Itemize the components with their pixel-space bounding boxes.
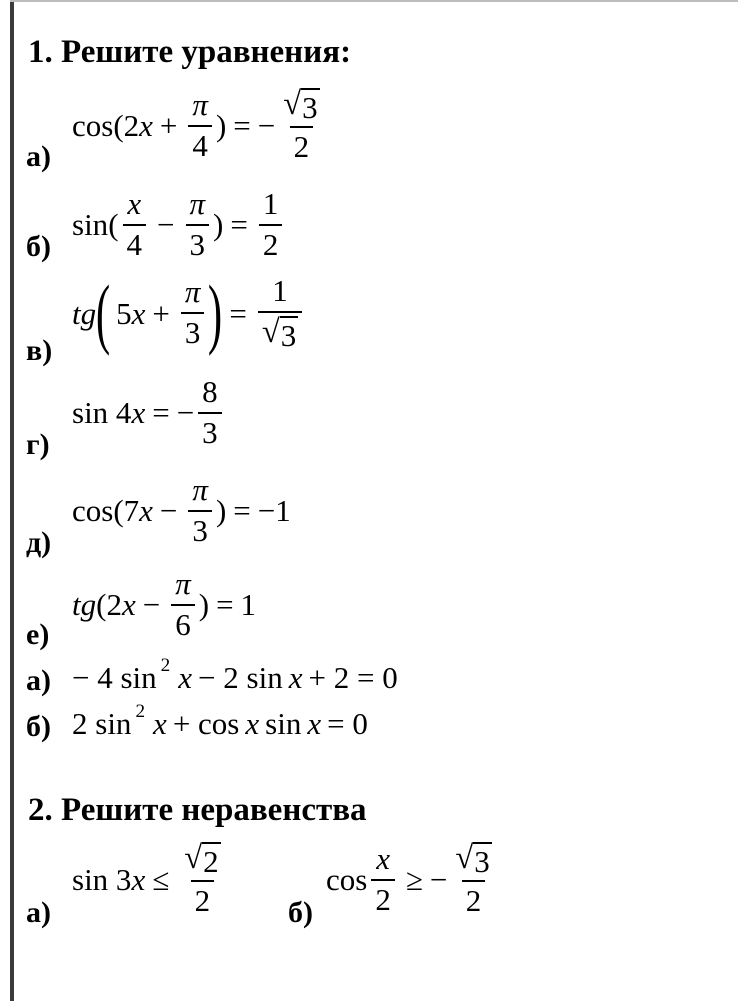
exponent: 2 xyxy=(135,700,146,722)
equation-1b2-label: б) xyxy=(26,710,51,743)
op-equals: = xyxy=(229,295,247,331)
numerator: π xyxy=(189,186,206,221)
sqrt xyxy=(455,842,491,877)
denominator: 2 xyxy=(259,224,283,262)
section-2-title: 2. Решите неравенства xyxy=(28,792,367,828)
func-cos: cos xyxy=(72,108,114,144)
term: (7 xyxy=(113,493,140,529)
radical-sign: √ xyxy=(283,86,302,122)
fraction-1-over-sqrt3 xyxy=(258,275,302,351)
value: −1 xyxy=(257,493,291,529)
op-equals: = xyxy=(152,395,170,431)
op-minus: − xyxy=(157,207,175,243)
paren-close: ) xyxy=(215,493,227,529)
fraction-x-over-4 xyxy=(123,188,147,261)
section-1-title: 1. Решите уравнения: xyxy=(28,34,352,70)
numerator: 1 xyxy=(262,186,279,221)
func-cos: cos xyxy=(72,493,114,529)
numerator xyxy=(180,842,224,880)
sqrt xyxy=(261,313,298,353)
fraction-sqrt3-over-2 xyxy=(451,842,495,918)
var-x: x xyxy=(131,862,146,898)
numerator: π xyxy=(175,566,191,601)
numerator: π xyxy=(192,87,208,123)
term: = 0 xyxy=(327,706,368,741)
term: (2 xyxy=(96,587,122,623)
op-equals: = xyxy=(233,493,251,529)
equation-1a-label: а) xyxy=(26,140,51,173)
denominator: 4 xyxy=(123,224,147,262)
func-sin: sin 4 xyxy=(72,395,132,431)
denominator: 3 xyxy=(181,312,205,350)
term: − 2 sin xyxy=(198,660,283,695)
sqrt xyxy=(283,88,319,123)
numerator: 8 xyxy=(202,374,218,409)
var-x: x xyxy=(307,706,322,741)
denominator: 4 xyxy=(188,125,212,163)
numerator xyxy=(451,842,495,880)
radical-sign: √ xyxy=(455,840,474,876)
inequality-2a-label: а) xyxy=(26,896,51,929)
denominator: 3 xyxy=(186,224,210,262)
radicand: 3 xyxy=(302,90,318,125)
op-plus: + xyxy=(159,108,178,144)
paren-open: ( xyxy=(108,207,119,243)
op-plus: + xyxy=(152,295,170,331)
op-le: ≤ xyxy=(152,862,170,898)
fraction-pi-over-3 xyxy=(186,188,210,261)
denominator xyxy=(258,311,302,351)
func-tg: tg xyxy=(72,295,97,331)
equation-1e xyxy=(72,568,256,641)
inequality-2b xyxy=(326,842,500,918)
denominator: 2 xyxy=(371,879,395,917)
fraction-pi-over-4 xyxy=(188,89,212,162)
fraction-sqrt2-over-2 xyxy=(180,842,224,918)
paren-close: ) xyxy=(208,269,223,356)
term: 2 sin xyxy=(72,706,132,741)
exponent: 2 xyxy=(160,654,171,676)
denominator: 3 xyxy=(188,510,212,548)
denominator: 6 xyxy=(171,604,195,642)
op-minus: − xyxy=(429,862,448,898)
op-minus: − xyxy=(176,395,195,431)
radical-sign: √ xyxy=(261,313,280,350)
op-equals: = xyxy=(233,108,251,144)
func-tg: tg xyxy=(72,587,97,623)
var-x: x xyxy=(245,706,260,741)
value: 1 xyxy=(240,587,257,623)
fraction-1-over-2 xyxy=(259,188,283,261)
paren-open: ( xyxy=(95,269,111,356)
numerator xyxy=(279,88,323,126)
equation-1b2 xyxy=(72,700,368,741)
inequality-2b-label: б) xyxy=(288,896,313,929)
term: + cos xyxy=(172,706,240,741)
term: + 2 = 0 xyxy=(308,660,398,695)
var-x: x xyxy=(139,108,153,144)
denominator: 2 xyxy=(191,880,215,918)
equation-1a2 xyxy=(72,654,398,695)
radical-sign: √ xyxy=(184,840,203,876)
numerator: 1 xyxy=(272,273,288,309)
equation-1a xyxy=(72,88,328,164)
var-x: x xyxy=(178,660,193,695)
sqrt xyxy=(184,842,220,877)
top-border xyxy=(10,0,738,2)
equation-1b-label: б) xyxy=(26,230,51,263)
left-border xyxy=(10,0,14,1001)
equation-1a2-label: а) xyxy=(26,664,51,697)
op-ge: ≥ xyxy=(405,862,423,898)
paren-close: ) xyxy=(213,207,224,243)
denominator: 2 xyxy=(290,126,314,164)
denominator: 2 xyxy=(462,880,486,918)
paren-close: ) xyxy=(215,108,227,144)
denominator: 3 xyxy=(198,412,222,450)
fraction-8-over-3 xyxy=(198,376,222,449)
paren-close: ) xyxy=(198,587,210,623)
op-minus: − xyxy=(257,108,276,144)
var-x: x xyxy=(121,587,136,623)
fraction-sqrt3-over-2 xyxy=(279,88,323,164)
func-sin: sin xyxy=(265,706,302,741)
equation-1d-label: д) xyxy=(26,526,52,559)
radicand: 3 xyxy=(474,844,490,879)
radicand: 2 xyxy=(203,844,219,879)
op-minus: − xyxy=(142,587,161,623)
var-x: x xyxy=(131,295,146,331)
fraction-x-over-2 xyxy=(371,843,395,916)
func-sin: sin 3 xyxy=(72,862,132,898)
fraction-pi-over-3 xyxy=(188,474,212,547)
fraction-pi-over-6 xyxy=(171,568,195,641)
equation-1b xyxy=(72,188,286,261)
equation-1g xyxy=(72,376,226,449)
equation-1d xyxy=(72,474,291,547)
var-x: x xyxy=(153,706,167,741)
term: (2 xyxy=(113,108,140,144)
op-equals: = xyxy=(216,587,234,623)
numerator: π xyxy=(184,274,201,310)
equation-1e-label: е) xyxy=(26,618,50,651)
func-sin: sin xyxy=(72,207,109,243)
op-equals: = xyxy=(230,207,248,243)
var-x: x xyxy=(139,493,153,529)
equation-1g-label: г) xyxy=(26,428,50,461)
fraction-pi-over-3 xyxy=(181,276,205,349)
equation-1v xyxy=(72,269,306,356)
radicand: 3 xyxy=(280,317,297,353)
equation-1v-label: в) xyxy=(26,334,53,367)
numerator: x xyxy=(376,841,390,877)
inequality-2a xyxy=(72,842,229,918)
op-minus: − xyxy=(159,493,178,529)
numerator: π xyxy=(192,472,208,507)
numerator: x xyxy=(127,186,142,221)
var-x: x xyxy=(288,660,303,695)
func-cos: cos xyxy=(326,862,368,898)
term: − 4 sin xyxy=(72,660,157,695)
var-x: x xyxy=(131,395,146,431)
coef: 5 xyxy=(116,295,132,331)
